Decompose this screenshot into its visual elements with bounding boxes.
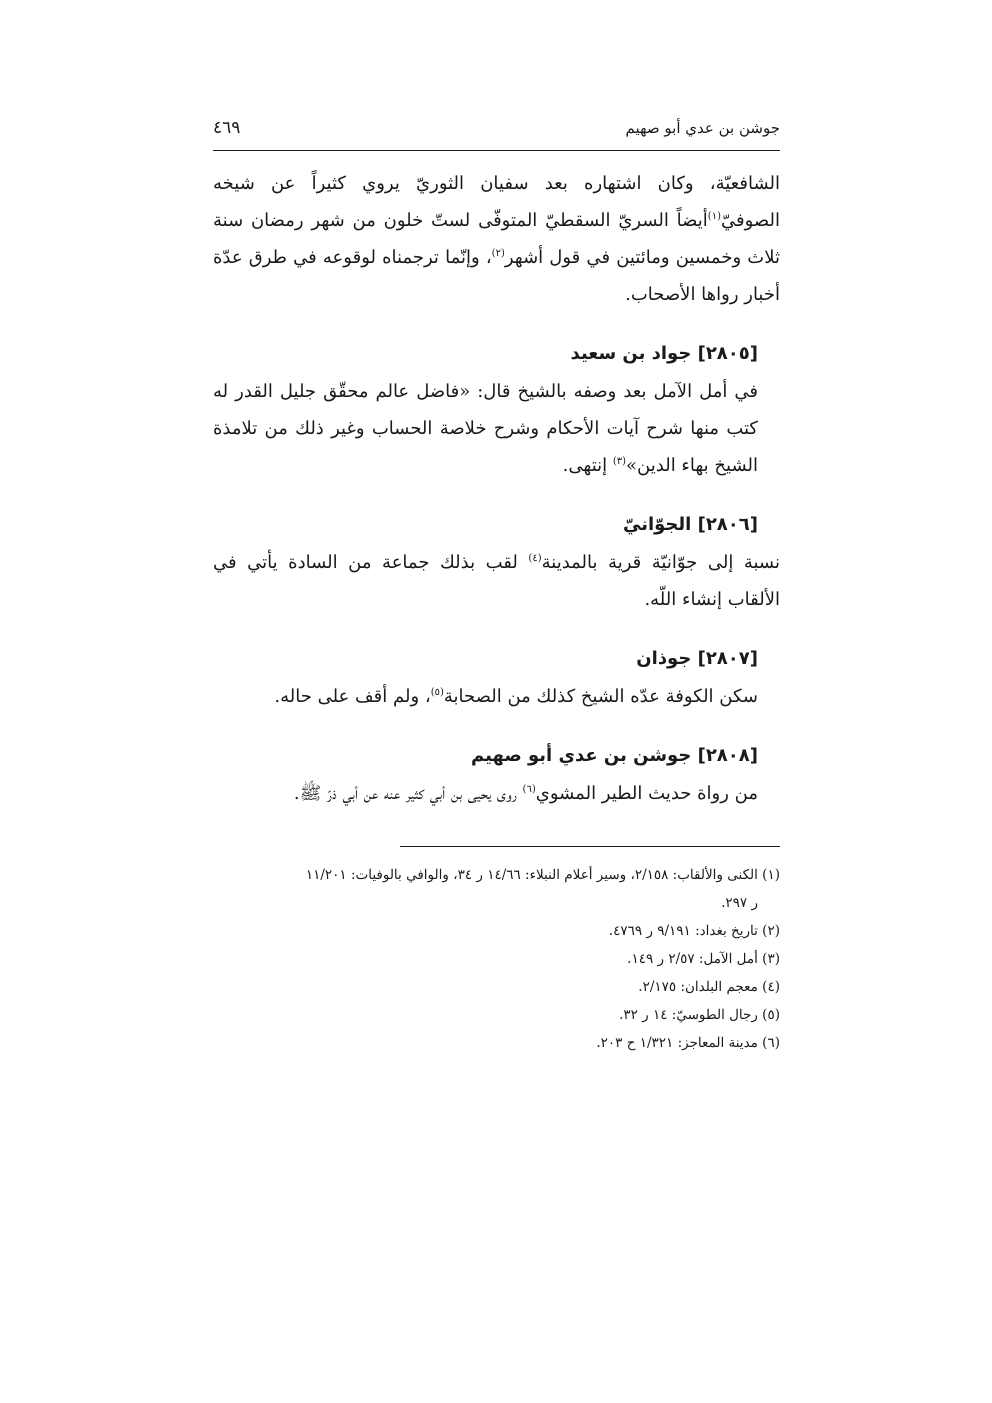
- page-body: [213, 165, 780, 812]
- footnote-3: (٣) أمل الآمل: ٢/٥٧ ر ١٤٩.: [627, 951, 780, 967]
- entry-text: سكن الكوفة عدّه الشيخ كذلك من الصحابة$^{(٥)}$، ولم أقف على حاله.: [274, 686, 758, 707]
- footnote-5: (٥) رجال الطوسيّ: ١٤ ر ٣٢.: [619, 1007, 780, 1023]
- entry-2806: [213, 506, 780, 618]
- entry-heading: [٢٨٠٨] جوشن بن عدي أبو صهيم: [470, 745, 758, 766]
- footnote-4: (٤) معجم البلدان: ٢/١٧٥.: [638, 979, 780, 995]
- intro-paragraph: الشافعيّة، وكان اشتهاره بعد سفيان الثوريّ يروي كثيراً عن شيخه الصوفيّ$^{(١)}$أيضاً السريّ السقطيّ المتوفّى لستّ خلون من شهر رمضان سنة ثلاث وخمسين ومائتين في قول أشهر$^{(٢)}$، وإنّما ترجمناه لوقوعه في طرق عدّة أخبار رواها الأصحاب.: [213, 173, 780, 305]
- entry-heading: [٢٨٠٦] الجوّانيّ: [622, 514, 758, 535]
- entry-text: من رواة حديث الطير المشوي$^{(٦)}$ روى يحيى بن أبي كثير عنه عن أبي ذرّ ﷺ.: [293, 783, 758, 804]
- entry-heading: [٢٨٠٥] جواد بن سعيد: [570, 343, 758, 364]
- page-number: ٤٦٩: [213, 118, 241, 138]
- footnotes: [213, 861, 780, 1057]
- footnote-6: (٦) مدينة المعاجز: ١/٣٢١ ح ٢٠٣.: [596, 1035, 780, 1051]
- footnote-2: (٢) تاريخ بغداد: ٩/١٩١ ر ٤٧٦٩.: [608, 923, 780, 939]
- footnote-1: (١) الكنى والألقاب: ٢/١٥٨، وسير أعلام النبلاء: ١٤/٦٦ ر ٣٤، والوافي بالوفيات: ١١/٢٠١ ر ٢٩٧.: [305, 867, 780, 911]
- running-title: جوشن بن عدي أبو صهيم: [625, 119, 780, 137]
- entry-heading: [٢٨٠٧] جوذان: [636, 648, 758, 669]
- header-rule: [213, 150, 780, 151]
- footnote-ref-1[interactable]: (١): [707, 211, 721, 222]
- footnote-ref-5[interactable]: (٥): [430, 687, 444, 698]
- book-page: [213, 118, 780, 1057]
- page-header: [213, 118, 780, 148]
- entry-2807: [213, 640, 780, 715]
- entry-text: في أمل الآمل بعد وصفه بالشيخ قال: «فاضل عالم محقّق جليل القدر له كتب منها شرح آيات الأحكام وشرح خلاصة الحساب وغير ذلك من تلامذة الشيخ بهاء الدين»$^{(٣)}$ إنتهى.: [213, 381, 758, 476]
- footnote-ref-4[interactable]: (٤): [528, 553, 542, 564]
- entry-2805: [213, 335, 780, 484]
- entry-text: نسبة إلى جوّانيّة قرية بالمدينة$^{(٤)}$ لقب بذلك جماعة من السادة يأتي في الألقاب إنشاء اللّه.: [213, 552, 780, 610]
- footnote-ref-3[interactable]: (٣): [612, 456, 627, 467]
- footnote-ref-2[interactable]: (٢): [491, 248, 505, 259]
- entry-2808: [213, 737, 780, 812]
- footnote-ref-6[interactable]: (٦): [522, 784, 536, 795]
- footnote-rule: [400, 846, 780, 847]
